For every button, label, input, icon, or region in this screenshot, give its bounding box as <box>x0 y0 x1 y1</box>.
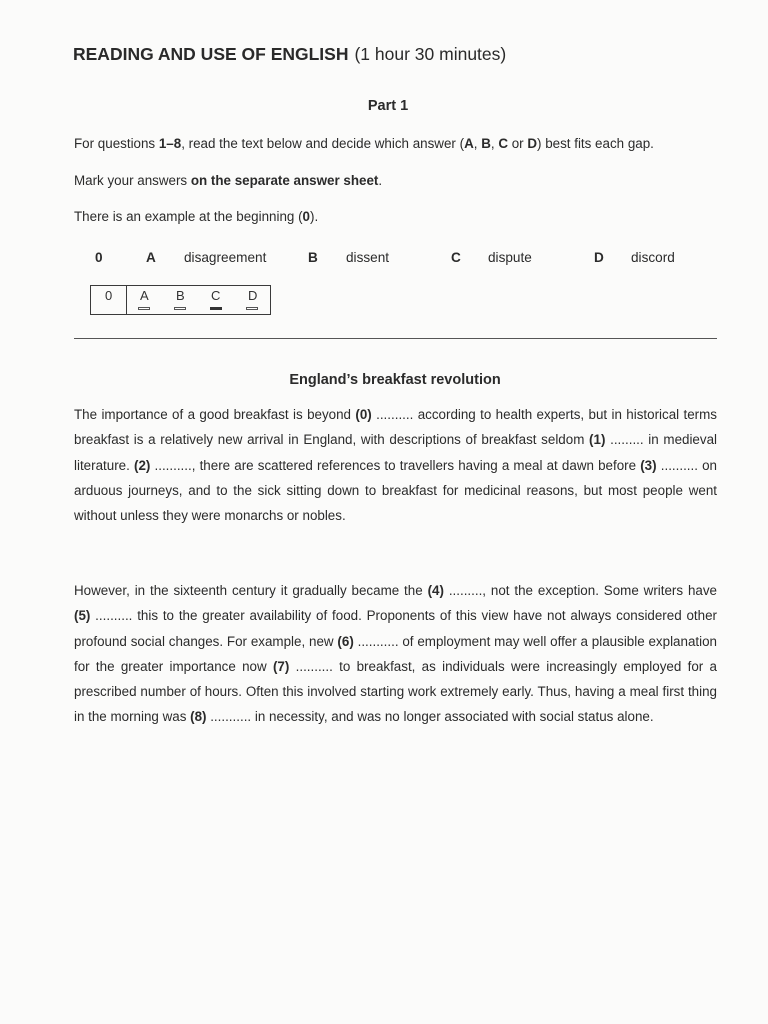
section-duration: (1 hour 30 minutes) <box>354 44 507 64</box>
answer-mark-b <box>174 307 186 310</box>
instr-text: Mark your answers <box>74 173 191 188</box>
answer-box-letter-b: B <box>176 288 185 303</box>
passage-text: ........... of employment may well offer a plausible explanation for the greater importance now <box>74 633 717 674</box>
gap-0: (0) <box>355 407 372 422</box>
passage-text: .......... according to health experts, but in historical terms breakfast is a relatively new arrival in England, with descriptions of breakfast seldom <box>74 407 717 448</box>
instruction-answer-sheet <box>74 173 382 188</box>
option-d-letter: D <box>594 250 604 265</box>
passage-text: However, in the sixteenth century it gradually became the <box>74 583 428 598</box>
gap-2: (2) <box>133 457 151 473</box>
instruction-questions <box>74 136 654 151</box>
answer-box-letter-c: C <box>211 288 221 303</box>
example-question <box>0 250 768 270</box>
passage-text: The importance of a good breakfast is beyond <box>74 407 356 422</box>
answer-mark-a <box>138 307 150 310</box>
paragraph-2 <box>74 578 717 730</box>
gap-5: (5) <box>74 608 91 624</box>
instr-text: , <box>490 136 499 151</box>
text-title: England’s breakfast revolution <box>289 372 501 388</box>
option-b-letter: B <box>308 250 318 265</box>
instr-text: , <box>473 136 482 151</box>
answer-box-number: 0 <box>105 288 113 303</box>
gap-3: (3) <box>640 457 657 473</box>
instr-text: There is an example at the beginning ( <box>74 209 303 224</box>
answer-box-divider <box>126 286 127 314</box>
option-d-text: discord <box>631 250 675 265</box>
example-number: 0 <box>95 250 103 265</box>
section-divider <box>74 338 717 339</box>
option-a-letter: A <box>146 250 156 265</box>
answer-mark-d <box>246 307 258 310</box>
passage-text: ........... in necessity, and was no longer associated with social status alone. <box>206 709 654 725</box>
option-c-text: dispute <box>488 250 532 265</box>
paragraph-1 <box>74 402 717 528</box>
instr-question-range: 1–8 <box>158 136 182 151</box>
answer-box-letter-d: D <box>248 288 258 303</box>
gap-8: (8) <box>190 709 207 725</box>
section-heading <box>73 44 506 65</box>
passage-text: ........., not the exception. Some writers have <box>443 583 718 598</box>
gap-1: (1) <box>589 432 606 448</box>
gap-6: (6) <box>337 633 354 649</box>
instr-example-number: 0 <box>302 209 310 224</box>
instr-text: or <box>507 136 528 151</box>
instr-letter: C <box>498 136 508 151</box>
instr-text: ) best fits each gap. <box>537 136 654 151</box>
instr-text: . <box>378 173 383 188</box>
passage-text: ......... in medieval literature. <box>74 432 717 473</box>
passage-text: .........., there are scattered references to travellers having a meal at dawn before <box>150 457 641 473</box>
answer-box-letter-a: A <box>140 288 149 303</box>
example-answer-box <box>90 285 271 315</box>
gap-4: (4) <box>427 583 444 598</box>
instr-text: For questions <box>74 136 159 151</box>
section-title: READING AND USE OF ENGLISH <box>73 44 349 64</box>
option-a-text: disagreement <box>184 250 267 265</box>
instr-text: ). <box>309 209 319 224</box>
instr-text: , read the text below and decide which answer ( <box>181 136 465 151</box>
instr-letter: D <box>527 136 538 151</box>
instr-letter: B <box>481 136 491 151</box>
option-b-text: dissent <box>346 250 390 265</box>
passage-text: .......... to breakfast, as individuals were increasingly employed for a prescribed number of hours. Often this involved starting work extremely early. Thus, having a meal first thing in the morning was <box>74 658 717 725</box>
instruction-example <box>74 209 318 224</box>
instr-emphasis: on the separate answer sheet <box>190 173 379 188</box>
answer-mark-c-selected <box>210 307 222 310</box>
passage-text: .......... this to the greater availability of food. Proponents of this view have not always considered other profound social changes. For example, new <box>74 608 717 649</box>
part-label: Part 1 <box>367 98 409 114</box>
passage-text: .......... on arduous journeys, and to the sick sitting down to breakfast for medicinal reasons, but most people went without unless they were monarchs or nobles. <box>74 457 717 524</box>
gap-7: (7) <box>272 658 290 674</box>
instr-letter: A <box>464 136 474 151</box>
option-c-letter: C <box>451 250 461 265</box>
